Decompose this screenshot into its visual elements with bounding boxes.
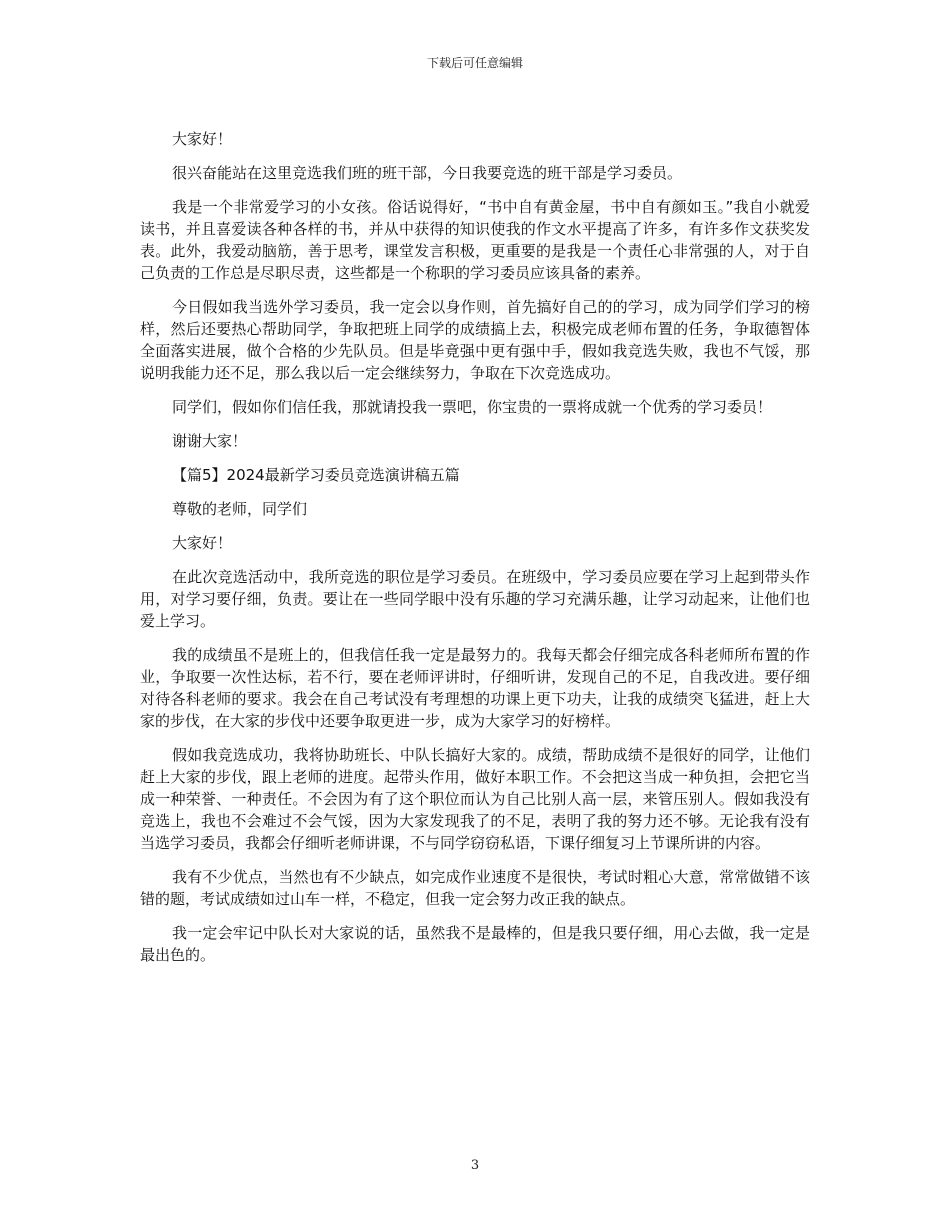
paragraph: 大家好！ — [172, 130, 233, 148]
page-header: 下载后可任意编辑 — [426, 56, 523, 70]
paragraph: 谢谢大家！ — [172, 432, 248, 450]
paragraph: 我一定会牢记中队长对大家说的话，虽然我不是最棒的，但是我只要仔细，用心去做，我一定是最出色的。 — [140, 924, 810, 964]
paragraph: 尊敬的老师，同学们 — [172, 500, 308, 518]
paragraph: 在此次竞选活动中，我所竞选的职位是学习委员。在班级中，学习委员应要在学习上起到带头作用，对学习要仔细，负责。要让在一些同学眼中没有乐趣的学习充满乐趣，让学习动起来，让他们也爱上学习。 — [140, 568, 810, 630]
paragraph: 我的成绩虽不是班上的，但我信任我一定是最努力的。我每天都会仔细完成各科老师所布置的作业，争取要一次性达标，若不行，要在老师评讲时，仔细听讲，发现自己的不足，自我改进。要仔细对待各科老师的要求。我会在自己考试没有考理想的功课上更下功夫，让我的成绩突飞猛进，赶上大家的步伐，在大家的步伐中还要争取更进一步，成为大家学习的好榜样。 — [140, 646, 810, 730]
section-heading: 【篇5】2024最新学习委员竞选演讲稿五篇 — [172, 466, 460, 484]
paragraph: 我有不少优点，当然也有不少缺点，如完成作业速度不是很快，考试时粗心大意，常常做错不该错的题，考试成绩如过山车一样，不稳定，但我一定会努力改正我的缺点。 — [140, 868, 810, 908]
page-number: 3 — [470, 1158, 480, 1173]
paragraph: 大家好！ — [172, 534, 233, 552]
paragraph: 今日假如我当选外学习委员，我一定会以身作则，首先搞好自己的的学习，成为同学们学习的榜样，然后还要热心帮助同学，争取把班上同学的成绩搞上去，积极完成老师布置的任务，争取德智体全面落实进展，做个合格的少先队员。但是毕竟强中更有强中手，假如我竞选失败，我也不气馁，那说明我能力还不足，那么我以后一定会继续努力，争取在下次竞选成功。 — [140, 298, 810, 382]
paragraph: 同学们，假如你们信任我，那就请投我一票吧，你宝贵的一票将成就一个优秀的学习委员！ — [172, 398, 773, 416]
paragraph: 假如我竞选成功，我将协助班长、中队长搞好大家的。成绩，帮助成绩不是很好的同学，让他们赶上大家的步伐，跟上老师的进度。起带头作用，做好本职工作。不会把这当成一种负担，会把它当成一种荣誉、一种责任。不会因为有了这个职位而认为自己比别人高一层，来管压别人。假如我没有竞选上，我也不会难过不会气馁，因为大家发现我了的不足，表明了我的努力还不够。无论我有没有当选学习委员，我都会仔细听老师讲课，不与同学窃窃私语，下课仔细复习上节课所讲的内容。 — [140, 746, 810, 852]
paragraph: 我是一个非常爱学习的小女孩。俗话说得好，“书中自有黄金屋，书中自有颜如玉。”我自小就爱读书，并且喜爱读各种各样的书，并从中获得的知识使我的作文水平提高了许多，有许多作文获奖发表。此外，我爱动脑筋，善于思考，课堂发言积极，更重要的是我是一个责任心非常强的人，对于自己负责的工作总是尽职尽责，这些都是一个称职的学习委员应该具备的素养。 — [140, 198, 810, 282]
paragraph: 很兴奋能站在这里竞选我们班的班干部，今日我要竞选的班干部是学习委员。 — [172, 164, 683, 182]
document-body — [140, 128, 810, 978]
